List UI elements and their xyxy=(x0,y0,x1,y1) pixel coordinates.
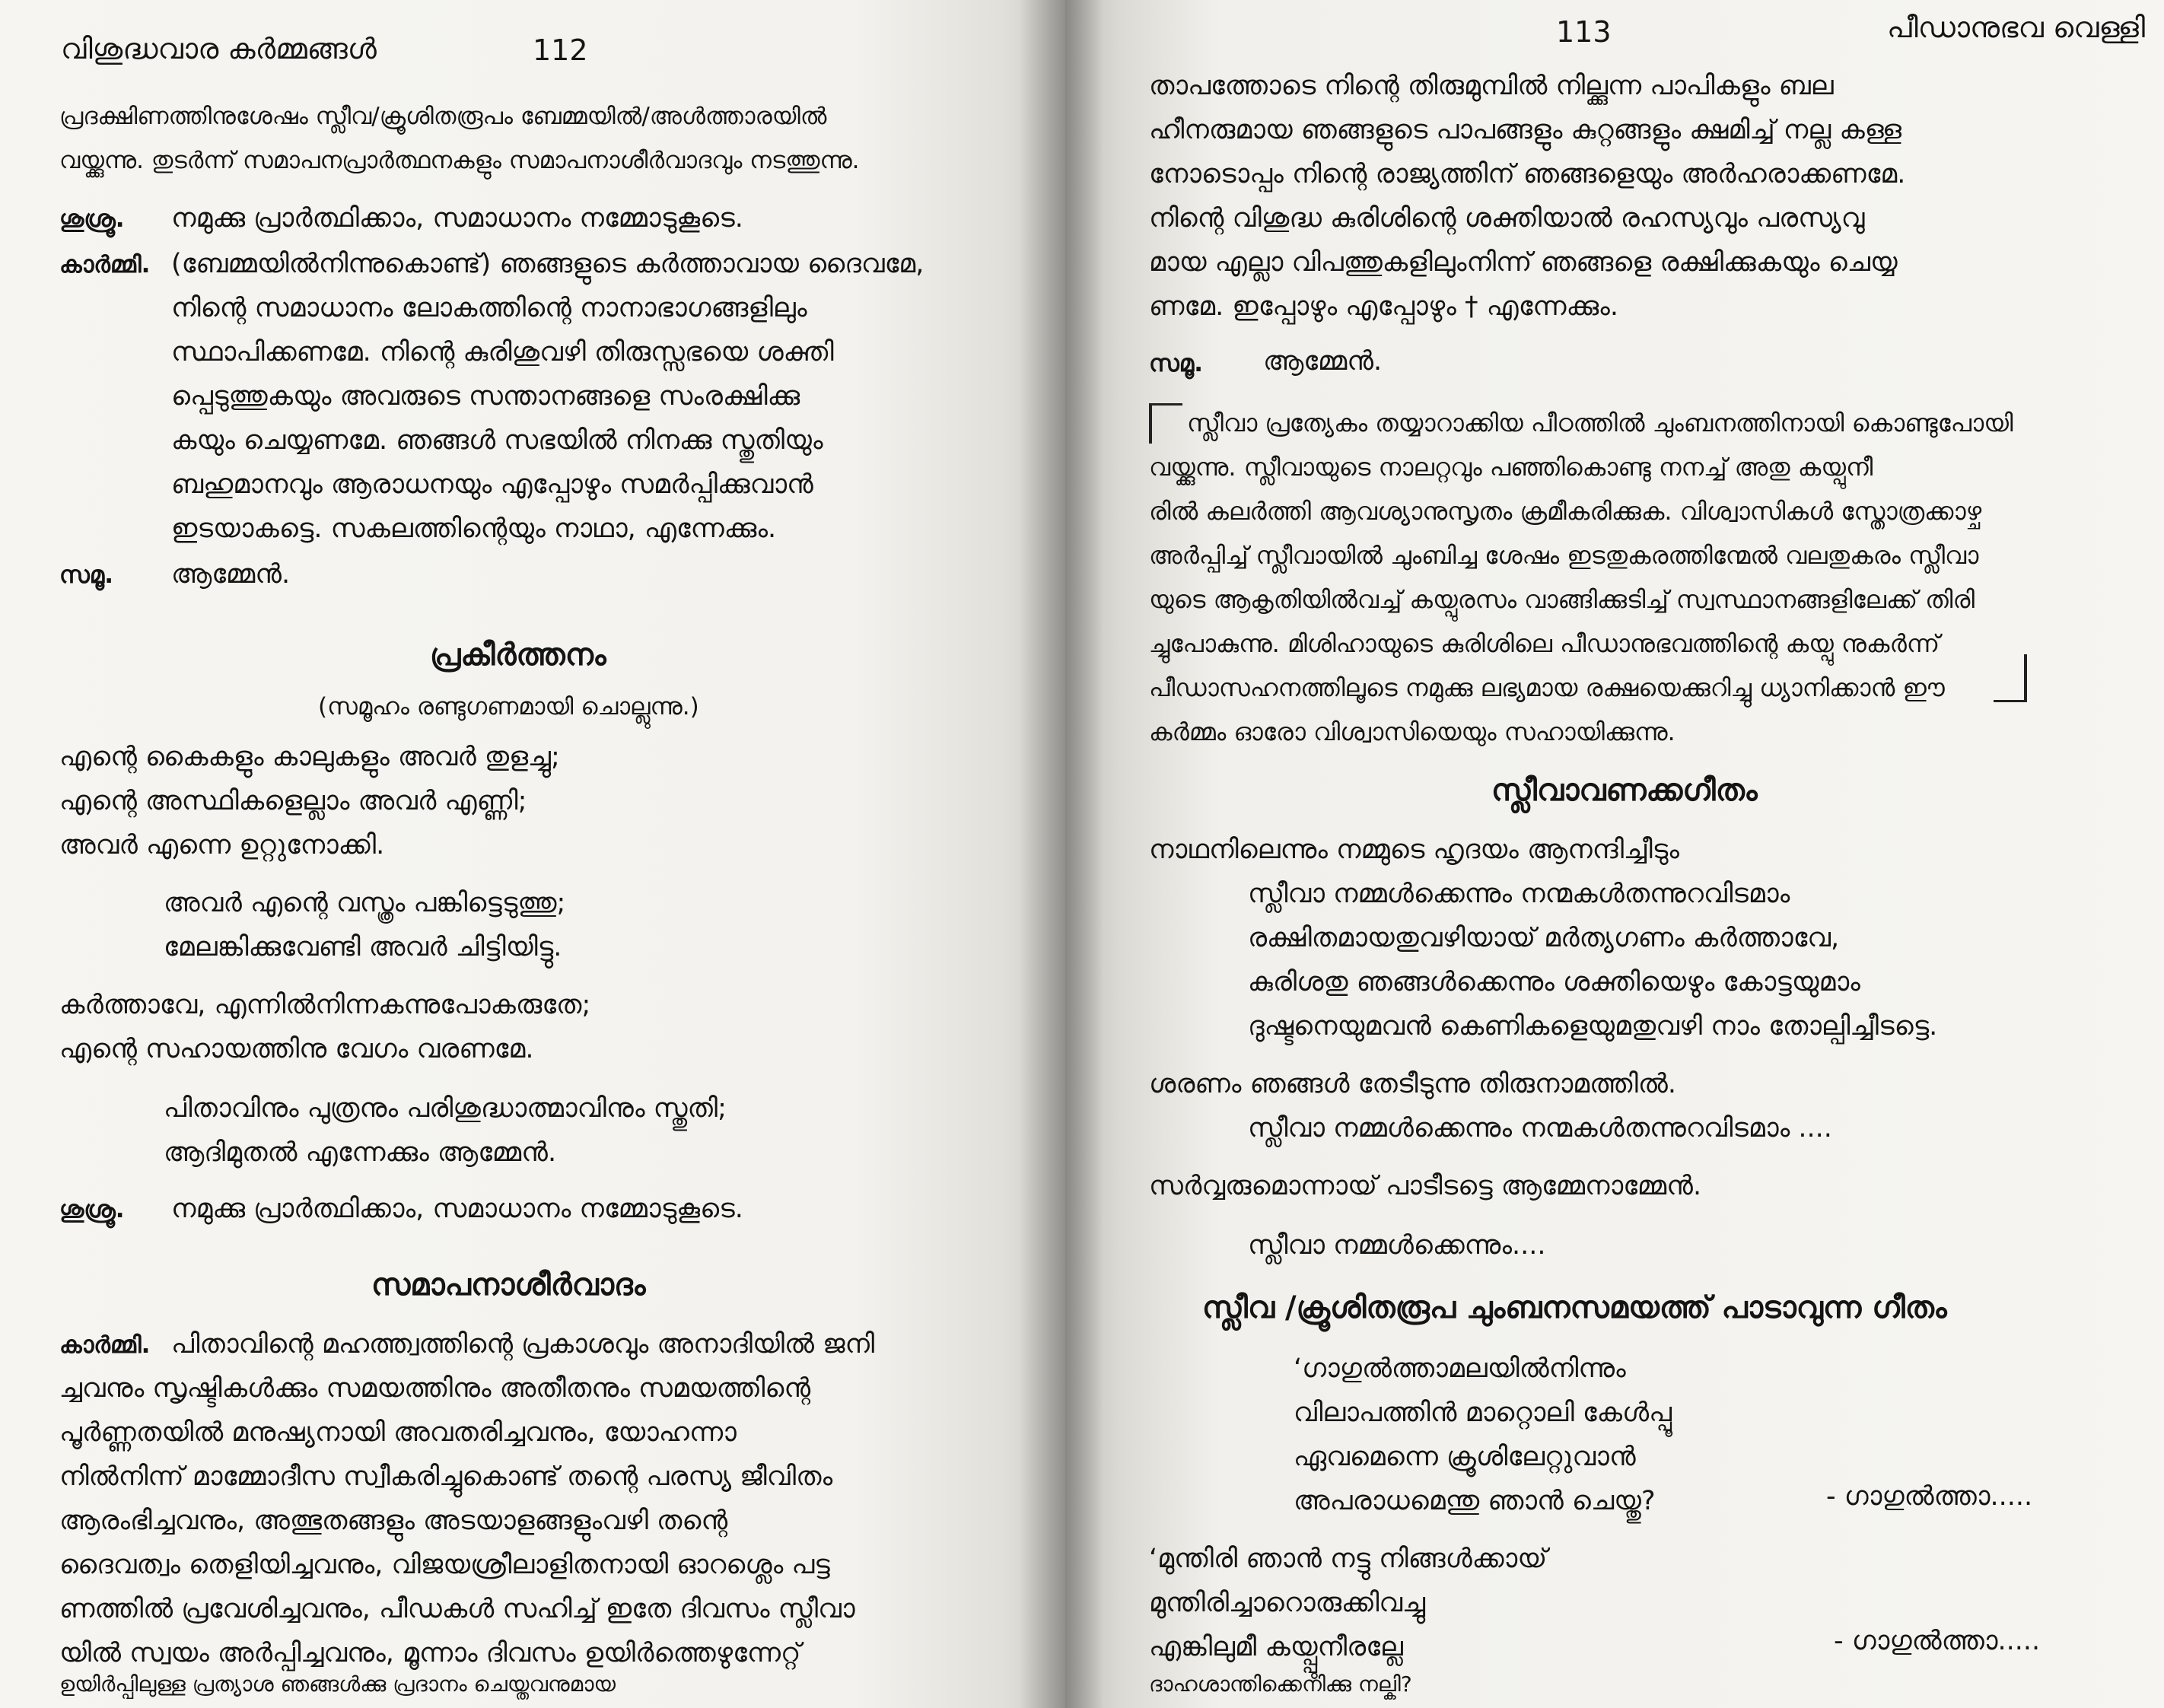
hymn-title-cross: സ്ലീവാവണക്കഗീതം xyxy=(1491,773,1758,808)
hymn-line: സ്ലീവാ നമ്മൾക്കെന്നും നന്മകൾതന്നുറവിടമാം .... xyxy=(1248,1113,1832,1143)
celebrant-line: സ്ഥാപിക്കണമേ. നിന്റെ കുരിശുവഴി തിരുസ്സഭയെ ശക്തി xyxy=(171,337,834,367)
hymn-line: സ്ലീവാ നമ്മൾക്കെന്നും.... xyxy=(1248,1230,1546,1261)
speaker-deacon: ശുശ്രൂ. xyxy=(59,205,125,233)
left-page xyxy=(0,0,1065,1708)
rubric-line: രിൽ കലർത്തി ആവശ്യാനുസൃതം ക്രമീകരിക്കുക. വിശ്വാസികൾ സ്തോത്രക്കാഴ്ച xyxy=(1149,497,1982,526)
refrain-marker: - ഗാഗുൽത്താ..... xyxy=(1826,1481,2033,1512)
stanza-line: ‘ഗാഗുൽത്താമലയിൽനിന്നും xyxy=(1294,1353,1626,1384)
blessing-line: ഉയിർപ്പിലുള്ള പ്രത്യാശ ഞങ്ങൾക്കു പ്രദാനം ചെയ്തവനുമായ xyxy=(59,1671,616,1697)
page-number-left: 112 xyxy=(533,33,588,67)
intro-line: വയ്ക്കുന്നു. തുടർന്ന് സമാപനപ്രാർത്ഥനകളും സമാപനാശീർവാദവും നടത്തുന്നു. xyxy=(59,147,860,174)
running-title-left: വിശുദ്ധവാര കർമ്മങ്ങൾ xyxy=(61,32,377,65)
deacon-line: നമുക്കു പ്രാർത്ഥിക്കാം, സമാധാനം നമ്മോടുകൂടെ. xyxy=(171,203,743,234)
congregation-line: ആമ്മേൻ. xyxy=(1263,346,1383,377)
stanza-line: വിലാപത്തിൻ മാറ്റൊലി കേൾപ്പൂ xyxy=(1294,1398,1672,1428)
doxology-line: പിതാവിനും പുത്രനും പരിശുദ്ധാത്മാവിനും സ്തുതി; xyxy=(164,1093,727,1124)
speaker-congregation: സമൂ. xyxy=(1149,350,1203,377)
celebrant-line: നിന്റെ സമാധാനം ലോകത്തിന്റെ നാനാഭാഗങ്ങളിലും xyxy=(171,293,807,323)
right-page xyxy=(1065,0,2164,1708)
hymn-line: കുരിശതു ഞങ്ങൾക്കെന്നും ശക്തിയെഴും കോട്ടയുമാം xyxy=(1248,967,1860,997)
stanza-line: ദാഹശാന്തിക്കെനിക്കു നല്കി? xyxy=(1149,1671,1412,1697)
hymn-line: സർവ്വരുമൊന്നായ് പാടീടട്ടെ ആമ്മേനാമ്മേൻ. xyxy=(1149,1171,1702,1201)
hymn-line: നാഥനിലെന്നും നമ്മുടെ ഹൃദയം ആനന്ദിച്ചീടും xyxy=(1149,835,1679,865)
page-number-right: 113 xyxy=(1556,15,1612,49)
congregation-line: ആമ്മേൻ. xyxy=(171,559,291,590)
celebrant-line: ബഹുമാനവും ആരാധനയും എപ്പോഴും സമർപ്പിക്കുവാൻ xyxy=(171,469,813,500)
hymn-line: സ്ലീവാ നമ്മൾക്കെന്നും നന്മകൾതന്നുറവിടമാം xyxy=(1248,879,1790,909)
prayer-line: നിന്റെ വിശുദ്ധ കുരിശിന്റെ ശക്തിയാൽ രഹസ്യവും പരസ്യവു xyxy=(1149,203,1865,234)
blessing-line: യിൽ സ്വയം അർപ്പിച്ചവനും, മൂന്നാം ദിവസം ഉയിർത്തെഴുന്നേറ്റ് xyxy=(59,1638,801,1668)
psalm-line: അവർ എന്റെ വസ്ത്രം പങ്കിട്ടെടുത്തു; xyxy=(164,888,566,918)
stanza-line: ഏവമെന്നെ ക്രൂശിലേറ്റുവാൻ xyxy=(1294,1442,1636,1472)
section-title-praise: പ്രകീർത്തനം xyxy=(430,638,606,673)
stanza-line: അപരാധമെന്തു ഞാൻ ചെയ്തു? xyxy=(1294,1486,1656,1516)
prayer-line: താപത്തോടെ നിന്റെ തിരുമുമ്പിൽ നില്ക്കുന്ന പാപികളും ബല xyxy=(1149,71,1834,101)
stanza-line: മുന്തിരിച്ചാറൊരുക്കിവച്ചു xyxy=(1149,1588,1426,1618)
rubric-line: പീഡാസഹനത്തിലൂടെ നമുക്കു ലഭ്യമായ രക്ഷയെക്കുറിച്ചു ധ്യാനിക്കാൻ ഈ xyxy=(1149,673,1945,702)
psalm-line: എന്റെ സഹായത്തിനു വേഗം വരണമേ. xyxy=(59,1034,534,1064)
blessing-line: ആരംഭിച്ചവനും, അത്ഭുതങ്ങളും അടയാളങ്ങളുംവഴി തന്റെ xyxy=(59,1506,728,1536)
rubric-line: ച്ചുപോകുന്നു. മിശിഹായുടെ കുരിശിലെ പീഡാനുഭവത്തിന്റെ കയ്പു നുകർന്ന് xyxy=(1149,629,1940,658)
blessing-line: ദൈവത്വം തെളിയിച്ചവനും, വിജയശ്രീലാളിതനായി ഓറശ്ലെം പട്ട xyxy=(59,1550,830,1580)
prayer-line: ണമേ. ഇപ്പോഴും എപ്പോഴും † എന്നേക്കും. xyxy=(1149,291,1618,322)
blessing-line: നിൽനിന്ന് മാമ്മോദീസ സ്വീകരിച്ചുകൊണ്ട് തന്റെ പരസ്യ ജീവിതം xyxy=(59,1462,833,1492)
psalm-line: മേലങ്കിക്കുവേണ്ടി അവർ ചിട്ടിയിട്ടു. xyxy=(164,932,562,962)
section-title-blessing: സമാപനാശീർവാദം xyxy=(371,1267,646,1302)
speaker-celebrant: കാർമ്മി. xyxy=(59,251,151,278)
refrain-marker: - ഗാഗുൽത്താ..... xyxy=(1834,1626,2041,1656)
running-title-right: പീഡാനുഭവ വെള്ളി xyxy=(1887,11,2146,44)
rubric-line: കർമ്മം ഓരോ വിശ്വാസിയെയും സഹായിക്കുന്നു. xyxy=(1149,717,1676,746)
blessing-line: ണത്തിൽ പ്രവേശിച്ചവനും, പീഡകൾ സഹിച്ച് ഇതേ ദിവസം സ്ലീവാ xyxy=(59,1594,855,1624)
rubric-frame-left xyxy=(1149,403,1182,444)
psalm-line: എന്റെ അസ്ഥികളെല്ലാം അവർ എണ്ണി; xyxy=(59,786,527,816)
intro-line: പ്രദക്ഷിണത്തിനുശേഷം സ്ലീവ/ക്രൂശിതരൂപം ബേമ്മയിൽ/അൾത്താരയിൽ xyxy=(59,103,827,130)
psalm-line: എന്റെ കൈകളും കാലുകളും അവർ തുളച്ചു; xyxy=(59,742,560,772)
celebrant-line: പ്പെടുത്തുകയും അവരുടെ സന്താനങ്ങളെ സംരക്ഷിക്കു xyxy=(171,381,800,412)
psalm-line: കർത്താവേ, എന്നിൽനിന്നകന്നുപോകരുതേ; xyxy=(59,990,591,1020)
rubric-line: യുടെ ആകൃതിയിൽവച്ച് കയ്പുരസം വാങ്ങിക്കുടിച്ച് സ്വസ്ഥാനങ്ങളിലേക്ക് തിരി xyxy=(1149,585,1975,614)
deacon-line: നമുക്കു പ്രാർത്ഥിക്കാം, സമാധാനം നമ്മോടുകൂടെ. xyxy=(171,1194,743,1224)
speaker-celebrant: കാർമ്മി. xyxy=(59,1331,151,1359)
stanza-line: എങ്കിലുമീ കയ്പ്പുനീരല്ലേ xyxy=(1149,1632,1403,1662)
speaker-congregation: സമൂ. xyxy=(59,561,113,589)
section-note: (സമൂഹം രണ്ടുഗണമായി ചൊല്ലുന്നു.) xyxy=(318,693,699,720)
blessing-line: പൂർണ്ണതയിൽ മനുഷ്യനായി അവതരിച്ചവനും, യോഹന്നാ xyxy=(59,1417,737,1448)
psalm-line: അവർ എന്നെ ഉറ്റുനോക്കി. xyxy=(59,830,385,860)
blessing-line: ച്ചവനും സൃഷ്ടികൾക്കും സമയത്തിനും അതീതനും സമയത്തിന്റെ xyxy=(59,1373,811,1404)
rubric-frame-right xyxy=(1994,654,2027,702)
prayer-line: നോടൊപ്പം നിന്റെ രാജ്യത്തിന് ഞങ്ങളെയും അർഹരാക്കണമേ. xyxy=(1149,159,1906,189)
hymn-line: രക്ഷിതമായതുവഴിയായ് മർത്യഗണം കർത്താവേ, xyxy=(1248,923,1840,953)
rubric-line: സ്ലീവാ പ്രത്യേകം തയ്യാറാക്കിയ പീഠത്തിൽ ചുംബനത്തിനായി കൊണ്ടുപോയി xyxy=(1187,409,2013,437)
celebrant-line: കയും ചെയ്യണമേ. ഞങ്ങൾ സഭയിൽ നിനക്കു സ്തുതിയും xyxy=(171,425,823,456)
rubric-line: വയ്ക്കുന്നു. സ്ലീവായുടെ നാലറ്റവും പഞ്ഞികൊണ്ടു നനച്ച് അതു കയ്പുനീ xyxy=(1149,453,1873,482)
blessing-line: പിതാവിന്റെ മഹത്ത്വത്തിന്റെ പ്രകാശവും അനാദിയിൽ ജനി xyxy=(171,1329,875,1360)
doxology-line: ആദിമുതൽ എന്നേക്കും ആമ്മേൻ. xyxy=(164,1137,557,1168)
book-gutter-shadow xyxy=(1020,0,1103,1708)
rubric-line: അർപ്പിച്ച് സ്ലീവായിൽ ചുംബിച്ച ശേഷം ഇടതുകരത്തിന്മേൽ വലതുകരം സ്ലീവാ xyxy=(1149,541,1979,570)
hymn-line: ശരണം ഞങ്ങൾ തേടീടുന്നു തിരുനാമത്തിൽ. xyxy=(1149,1069,1677,1099)
celebrant-line: ഇടയാകട്ടെ. സകലത്തിന്റെയും നാഥാ, എന്നേക്കും. xyxy=(171,514,777,544)
speaker-deacon: ശുശ്രൂ. xyxy=(59,1196,125,1223)
stanza-line: ‘മുന്തിരി ഞാൻ നട്ടു നിങ്ങൾക്കായ് xyxy=(1149,1544,1548,1574)
prayer-line: മായ എല്ലാ വിപത്തുകളിലുംനിന്ന് ഞങ്ങളെ രക്ഷിക്കുകയും ചെയ്യ xyxy=(1149,247,1898,278)
celebrant-line: (ബേമ്മയിൽനിന്നുകൊണ്ട്) ഞങ്ങളുടെ കർത്താവായ ദൈവമേ, xyxy=(171,249,924,279)
hymn-title-kissing: സ്ലീവ /ക്രൂശിതരൂപ ചുംബനസമയത്ത് പാടാവുന്ന ഗീതം xyxy=(1202,1290,1947,1325)
hymn-line: ദുഷ്ടനെയുമവൻ കെണികളെയുമതുവഴി നാം തോല്പിച്ചീടട്ടെ. xyxy=(1248,1011,1938,1042)
prayer-line: ഹീനരുമായ ഞങ്ങളുടെ പാപങ്ങളും കുറ്റങ്ങളും ക്ഷമിച്ച് നല്ല കള്ള xyxy=(1149,115,1901,145)
